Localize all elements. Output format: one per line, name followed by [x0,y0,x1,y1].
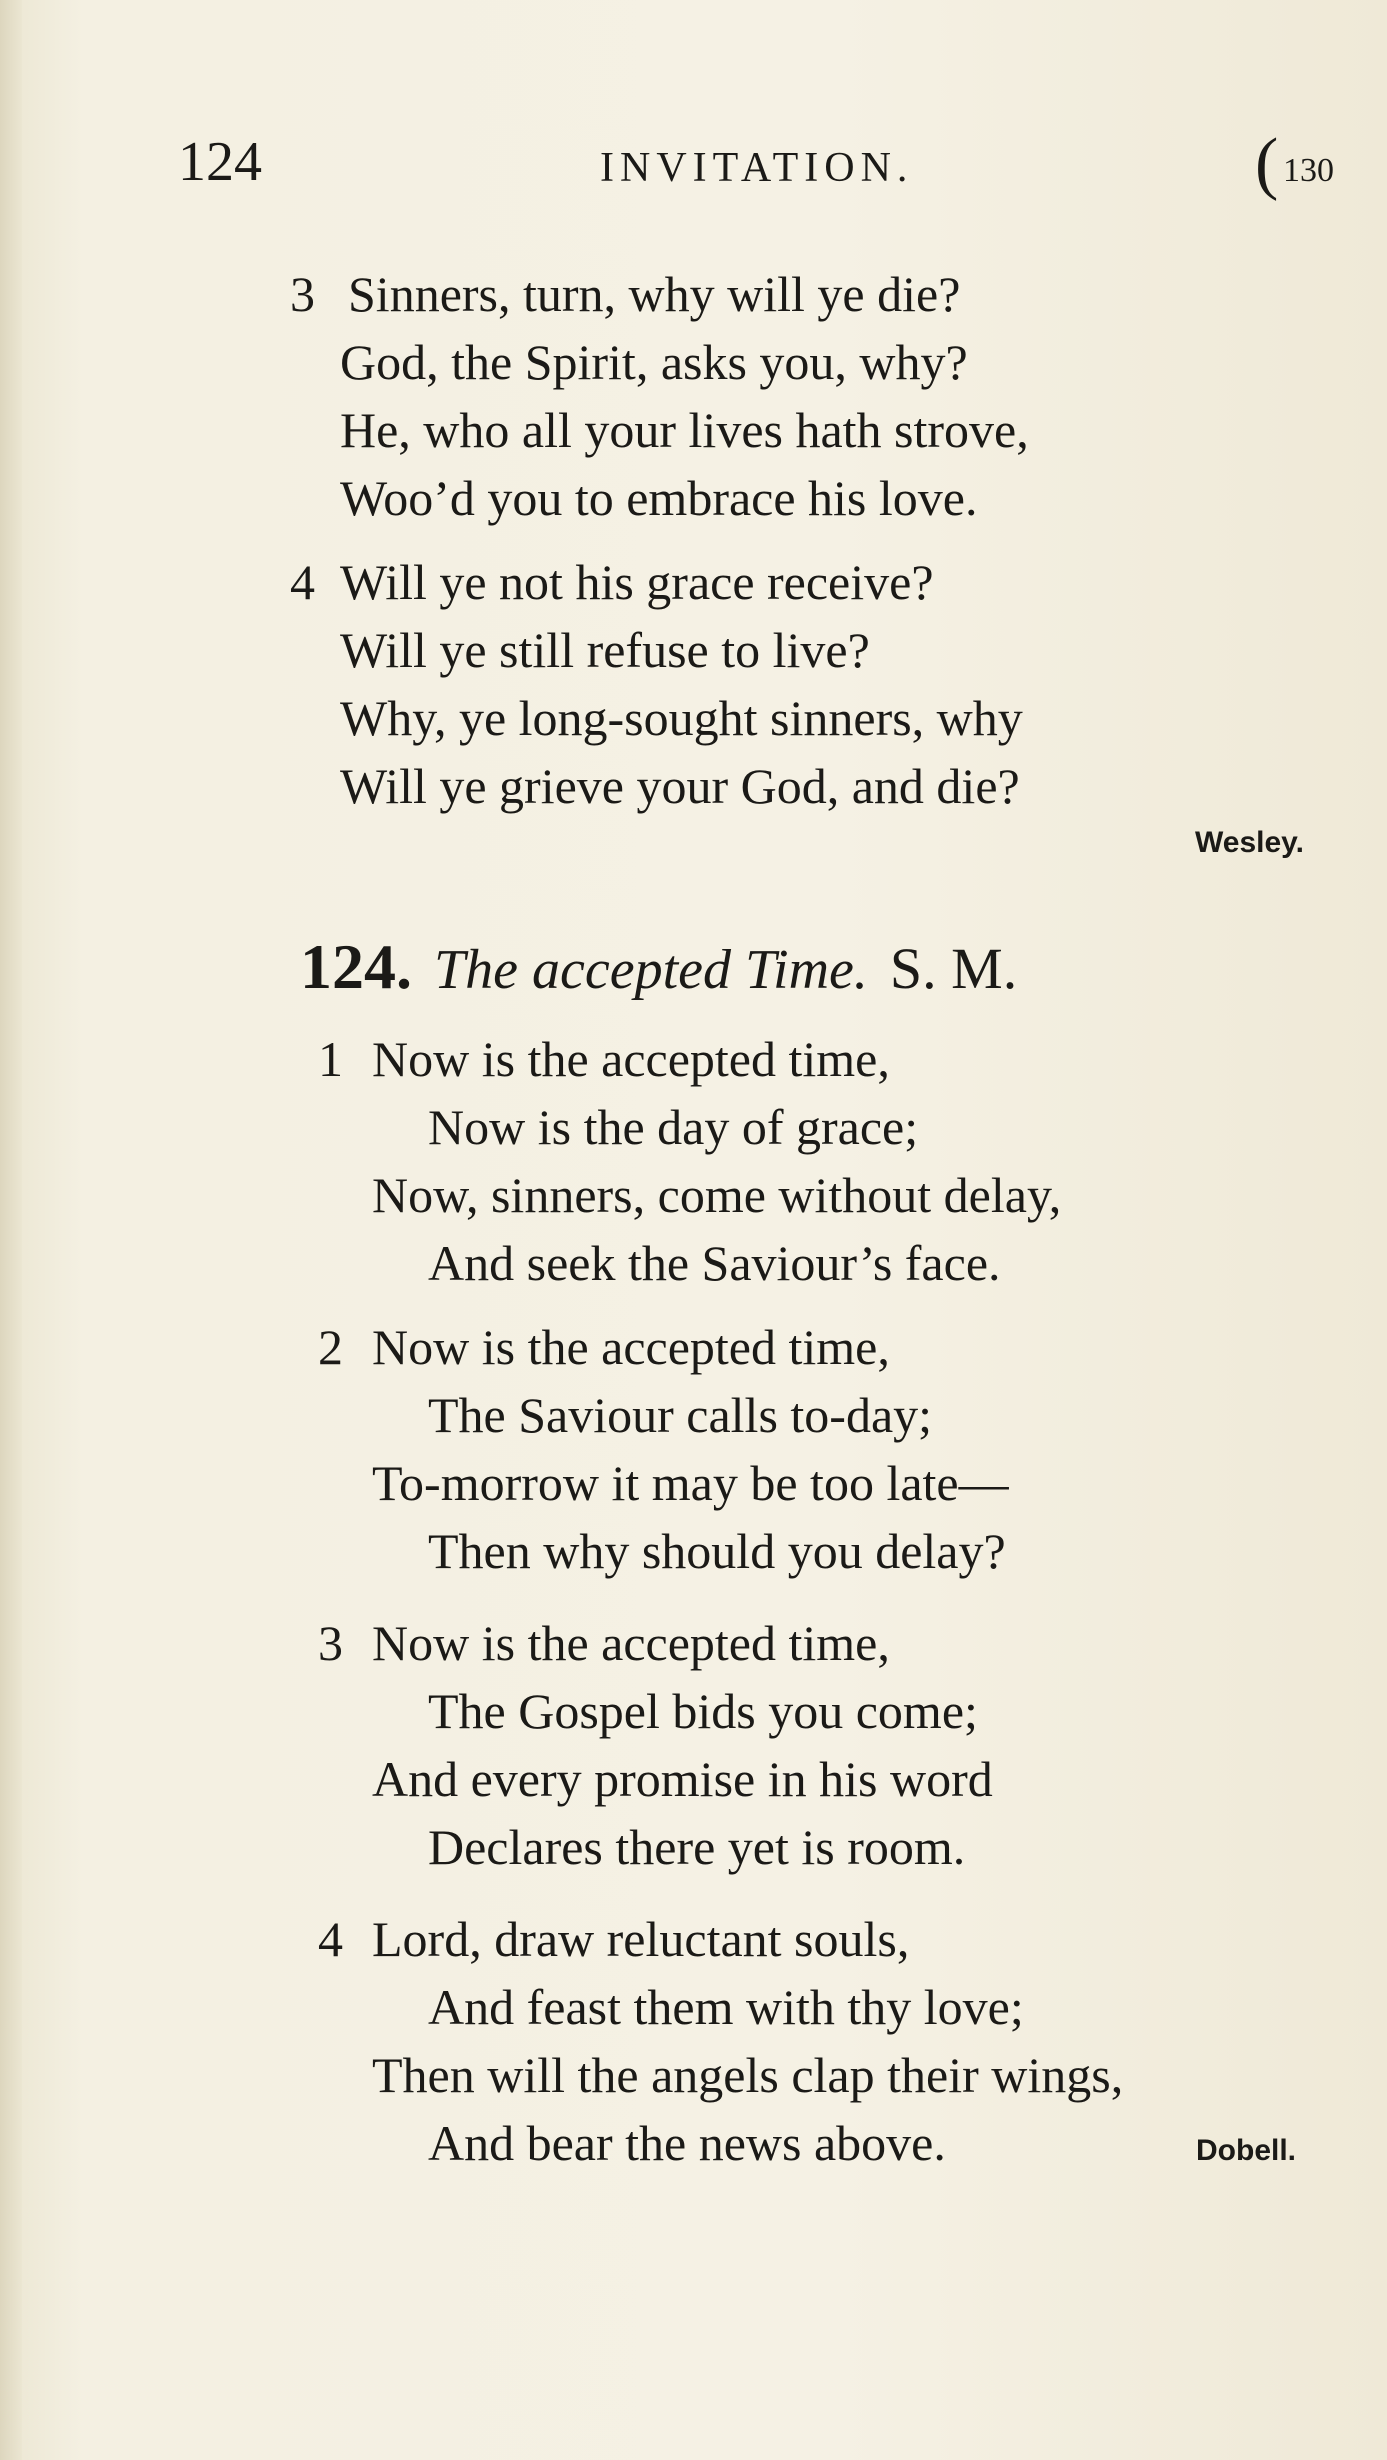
verse-line: Woo’d you to embrace his love. [340,470,978,526]
verse-line: The Saviour calls to-day; [428,1387,933,1443]
verse-line: He, who all your lives hath strove, [340,402,1029,458]
author-attribution: Dobell. [1196,2134,1297,2167]
page-header [0,125,1387,210]
verse-line: And every promise in his word [372,1751,993,1807]
verse-line: Lord, draw reluctant souls, [372,1911,910,1967]
verse-line: Declares there yet is room. [428,1819,966,1875]
verse-line: Now is the accepted time, [372,1615,890,1671]
verse-line: Now is the accepted time, [372,1319,890,1375]
header-paren: ( [1255,125,1279,202]
verse-number: 3 [318,1615,343,1671]
verse-line: Will ye still refuse to live? [340,622,870,678]
verse-line: And seek the Saviour’s face. [428,1235,1001,1291]
verse-line: Why, ye long-sought sinners, why [340,690,1023,746]
verse-line: Now is the accepted time, [372,1031,890,1087]
verse-number: 1 [318,1031,343,1087]
verse-number: 4 [290,554,315,610]
verse-line: Sinners, turn, why will ye die? [348,266,961,322]
verse-line: And feast them with thy love; [428,1979,1024,2035]
verse-line: The Gospel bids you come; [428,1683,978,1739]
verse-line: And bear the news above. [428,2115,946,2171]
verse-line: Will ye not his grace receive? [340,554,934,610]
hymn-heading [300,930,1017,1004]
verse-line: God, the Spirit, asks you, why? [340,334,968,390]
verse-line: Now is the day of grace; [428,1099,919,1155]
verse-number: 4 [318,1911,343,1967]
verse-line: Now, sinners, come without delay, [372,1167,1062,1223]
verse-number: 3 [290,266,315,322]
verse-line: Then will the angels clap their wings, [372,2047,1124,2103]
hymn-number: 124. [300,931,412,1002]
verse-line: Will ye grieve your God, and die? [340,758,1020,814]
hymn-meter: S. M. [889,936,1018,1001]
hymn-title: The accepted Time. [434,939,868,1001]
verse-line: Then why should you delay? [428,1523,1006,1579]
running-title: INVITATION. [600,145,914,191]
author-attribution: Wesley. [1195,826,1304,859]
page-number: 124 [178,131,262,193]
original-page-number: 130 [1283,152,1334,189]
page-edge [0,0,22,2460]
verse-number: 2 [318,1319,343,1375]
verse-line: To-morrow it may be too late— [372,1455,1009,1511]
